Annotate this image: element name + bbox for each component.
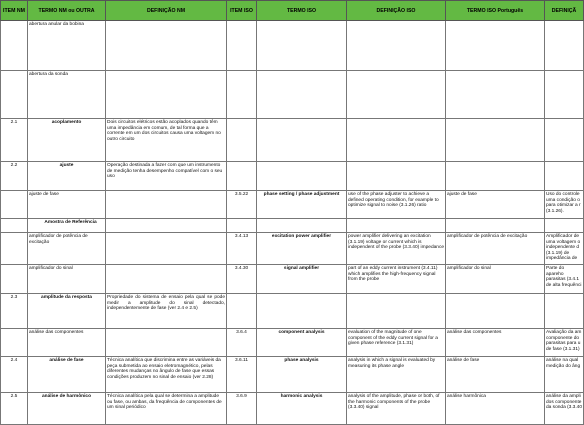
cell-item-iso[interactable] bbox=[227, 162, 257, 191]
cell-termo-iso[interactable]: component analysis bbox=[257, 329, 347, 357]
cell-definicao-iso[interactable] bbox=[347, 21, 446, 71]
table-row bbox=[1, 21, 584, 71]
cell-definicao-nm[interactable] bbox=[106, 329, 227, 357]
cell-termo-iso[interactable] bbox=[257, 219, 347, 233]
cell-termo-nm[interactable]: amplificador do sinal bbox=[28, 265, 106, 294]
cell-termo-nm[interactable]: Amostra de Referência bbox=[28, 219, 106, 233]
cell-item-nm[interactable] bbox=[1, 329, 28, 357]
cell-item-nm[interactable]: 2.2 bbox=[1, 162, 28, 191]
cell-item-nm[interactable]: 2.5 bbox=[1, 393, 28, 425]
cell-definicao-iso[interactable]: power amplifier delivering an excitation (3.1.19) voltage or current which is independent of the probe (3.3.40) impedance bbox=[347, 233, 446, 265]
cell-item-nm[interactable]: 2.3 bbox=[1, 294, 28, 329]
cell-definicao-iso[interactable]: analysis in which a signal is evaluated by measuring its phase angle bbox=[347, 357, 446, 393]
cell-item-nm[interactable] bbox=[1, 265, 28, 294]
cell-definicao-iso[interactable] bbox=[347, 294, 446, 329]
cell-item-iso[interactable] bbox=[227, 219, 257, 233]
cell-definicao-pt[interactable]: Amplificador de uma voltagem o independente d (3.1.19) de impedância de bbox=[545, 233, 584, 265]
table-row bbox=[1, 119, 584, 162]
cell-item-iso[interactable] bbox=[227, 21, 257, 71]
cell-termo-nm[interactable]: ajuste bbox=[28, 162, 106, 191]
cell-termo-iso-pt[interactable]: ajuste de fase bbox=[446, 191, 545, 219]
cell-definicao-pt[interactable]: análise na qual medição do âng bbox=[545, 357, 584, 393]
cell-definicao-nm[interactable] bbox=[106, 71, 227, 119]
cell-termo-iso[interactable] bbox=[257, 71, 347, 119]
cell-definicao-pt[interactable] bbox=[545, 294, 584, 329]
table-row bbox=[1, 329, 584, 357]
cell-definicao-iso[interactable] bbox=[347, 219, 446, 233]
cell-termo-iso[interactable]: excitation power amplifier bbox=[257, 233, 347, 265]
cell-item-nm[interactable]: 2.4 bbox=[1, 357, 28, 393]
header-termo-nm[interactable]: TERMO NM ou OUTRA bbox=[28, 1, 106, 21]
header-item-iso[interactable]: ITEM ISO bbox=[227, 1, 257, 21]
cell-item-iso[interactable]: 3.6.11 bbox=[227, 357, 257, 393]
header-termo-iso-pt[interactable]: TERMO ISO Português bbox=[446, 1, 545, 21]
table-row bbox=[1, 357, 584, 393]
cell-termo-iso-pt[interactable] bbox=[446, 162, 545, 191]
cell-termo-nm[interactable]: abertura anular da bobina bbox=[28, 21, 106, 71]
cell-termo-iso-pt[interactable]: análise de fase bbox=[446, 357, 545, 393]
cell-definicao-iso[interactable]: part of an eddy current instrument (3.4.11) which amplifies the high-frequency signal from the probe bbox=[347, 265, 446, 294]
cell-termo-nm[interactable]: análise de harmônico bbox=[28, 393, 106, 425]
cell-definicao-pt[interactable] bbox=[545, 71, 584, 119]
cell-item-iso[interactable] bbox=[227, 119, 257, 162]
header-definicao-iso[interactable]: DEFINIÇÃO ISO bbox=[347, 1, 446, 21]
header-termo-iso[interactable]: TERMO ISO bbox=[257, 1, 347, 21]
cell-definicao-nm[interactable]: Técnica analítica que discrimina entre as variáveis da peça submetida ao ensaio eletromagnético, pelas diferentes mudanças no ângulo de fase que essas condições produzem no sinal de ensaio (ver 2.28) bbox=[106, 357, 227, 393]
cell-termo-iso[interactable]: phase analysis bbox=[257, 357, 347, 393]
cell-definicao-nm[interactable] bbox=[106, 233, 227, 265]
cell-definicao-iso[interactable] bbox=[347, 119, 446, 162]
cell-definicao-pt[interactable] bbox=[545, 219, 584, 233]
cell-termo-iso-pt[interactable] bbox=[446, 71, 545, 119]
cell-termo-iso-pt[interactable]: amplificador do sinal bbox=[446, 265, 545, 294]
table-row bbox=[1, 294, 584, 329]
cell-definicao-nm[interactable]: Dois circuitos elétricos estão acoplados quando têm uma impedância em comum, de tal forma que a corrente em um dos circuitos causa uma voltagem no outro circuito bbox=[106, 119, 227, 162]
cell-termo-nm[interactable]: amplitude da resposta bbox=[28, 294, 106, 329]
cell-definicao-pt[interactable] bbox=[545, 21, 584, 71]
table-row bbox=[1, 71, 584, 119]
cell-definicao-pt[interactable]: Avaliação da am componente do parasitas para u de fase (3.1.31) bbox=[545, 329, 584, 357]
cell-termo-nm[interactable]: acoplamento bbox=[28, 119, 106, 162]
cell-definicao-pt[interactable] bbox=[545, 162, 584, 191]
cell-termo-iso[interactable] bbox=[257, 21, 347, 71]
cell-termo-iso-pt[interactable] bbox=[446, 294, 545, 329]
cell-termo-iso[interactable]: harmonic analysis bbox=[257, 393, 347, 425]
table-row bbox=[1, 393, 584, 425]
cell-definicao-iso[interactable]: evaluation of the magnitude of one component of the eddy current signal for a given phase reference (3.1.31) bbox=[347, 329, 446, 357]
cell-termo-iso[interactable] bbox=[257, 294, 347, 329]
cell-termo-iso-pt[interactable] bbox=[446, 119, 545, 162]
cell-item-iso[interactable]: 3.4.30 bbox=[227, 265, 257, 294]
cell-termo-iso[interactable]: phase setting / phase adjustment bbox=[257, 191, 347, 219]
cell-termo-iso-pt[interactable]: análise das componentes bbox=[446, 329, 545, 357]
cell-definicao-nm[interactable] bbox=[106, 21, 227, 71]
table-row bbox=[1, 265, 584, 294]
cell-item-nm[interactable] bbox=[1, 233, 28, 265]
cell-item-nm[interactable] bbox=[1, 71, 28, 119]
header-definicao-pt[interactable]: DEFINIÇÃ bbox=[545, 1, 584, 21]
cell-termo-nm[interactable]: abertura da sonda bbox=[28, 71, 106, 119]
cell-item-nm[interactable] bbox=[1, 191, 28, 219]
cell-definicao-iso[interactable]: use of the phase adjuster to achieve a defined operating condition, for example to optimize signal to noise (3.1.26) ratio bbox=[347, 191, 446, 219]
cell-definicao-iso[interactable] bbox=[347, 162, 446, 191]
cell-definicao-pt[interactable]: Uso do controle uma condição o para otimizar a r (3.1.26). bbox=[545, 191, 584, 219]
cell-definicao-nm[interactable] bbox=[106, 219, 227, 233]
table-row bbox=[1, 162, 584, 191]
cell-termo-iso[interactable] bbox=[257, 162, 347, 191]
cell-definicao-pt[interactable]: Parte do apareho parasitas (3.4.1 de alta frequênci bbox=[545, 265, 584, 294]
cell-definicao-pt[interactable] bbox=[545, 119, 584, 162]
header-item-nm[interactable]: ITEM NM bbox=[1, 1, 28, 21]
cell-termo-iso[interactable]: signal amplifier bbox=[257, 265, 347, 294]
cell-definicao-iso[interactable] bbox=[347, 71, 446, 119]
cell-definicao-pt[interactable]: análise da ampli dos componente da sonda (3.3.40 bbox=[545, 393, 584, 425]
cell-item-iso[interactable]: 3.5.22 bbox=[227, 191, 257, 219]
cell-termo-iso-pt[interactable]: análise harmônica bbox=[446, 393, 545, 425]
cell-termo-nm[interactable]: análise das componentes bbox=[28, 329, 106, 357]
cell-definicao-nm[interactable] bbox=[106, 191, 227, 219]
cell-definicao-nm[interactable]: Técnica analítica pela qual se determina a amplitude ou fase, ou ambas, da freqüência de componentes de um sinal periódico bbox=[106, 393, 227, 425]
cell-termo-iso-pt[interactable] bbox=[446, 21, 545, 71]
cell-item-iso[interactable]: 3.6.9 bbox=[227, 393, 257, 425]
cell-termo-iso[interactable] bbox=[257, 119, 347, 162]
cell-item-iso[interactable] bbox=[227, 71, 257, 119]
cell-definicao-nm[interactable]: Operação destinada a fazer com que um instrumento de medição tenha desempenho compatível com o seu uso bbox=[106, 162, 227, 191]
cell-definicao-nm[interactable] bbox=[106, 265, 227, 294]
cell-item-iso[interactable]: 3.4.13 bbox=[227, 233, 257, 265]
cell-termo-nm[interactable]: ajuste de fase bbox=[28, 191, 106, 219]
cell-item-nm[interactable] bbox=[1, 21, 28, 71]
table-row bbox=[1, 233, 584, 265]
cell-termo-nm[interactable]: análise de fase bbox=[28, 357, 106, 393]
cell-termo-iso-pt[interactable] bbox=[446, 219, 545, 233]
cell-termo-nm[interactable]: amplificador de potência de excitação bbox=[28, 233, 106, 265]
table-row bbox=[1, 219, 584, 233]
cell-definicao-iso[interactable]: analysis of the amplitude, phase or both, of the harmonic components of the probe (3.3.40) signal bbox=[347, 393, 446, 425]
cell-definicao-nm[interactable]: Propriedade do sistema de ensaio pela qual se pode medir a amplitude do sinal detectado, independentemente de fase (ver 2.4 e 2.5) bbox=[106, 294, 227, 329]
cell-item-iso[interactable] bbox=[227, 294, 257, 329]
cell-item-nm[interactable]: 2.1 bbox=[1, 119, 28, 162]
cell-item-iso[interactable]: 3.6.4 bbox=[227, 329, 257, 357]
cell-termo-iso-pt[interactable]: amplificador de potência de excitação bbox=[446, 233, 545, 265]
cell-item-nm[interactable] bbox=[1, 219, 28, 233]
header-definicao-nm[interactable]: DEFINIÇÃO NM bbox=[106, 1, 227, 21]
header-row bbox=[1, 1, 584, 21]
table-row bbox=[1, 191, 584, 219]
